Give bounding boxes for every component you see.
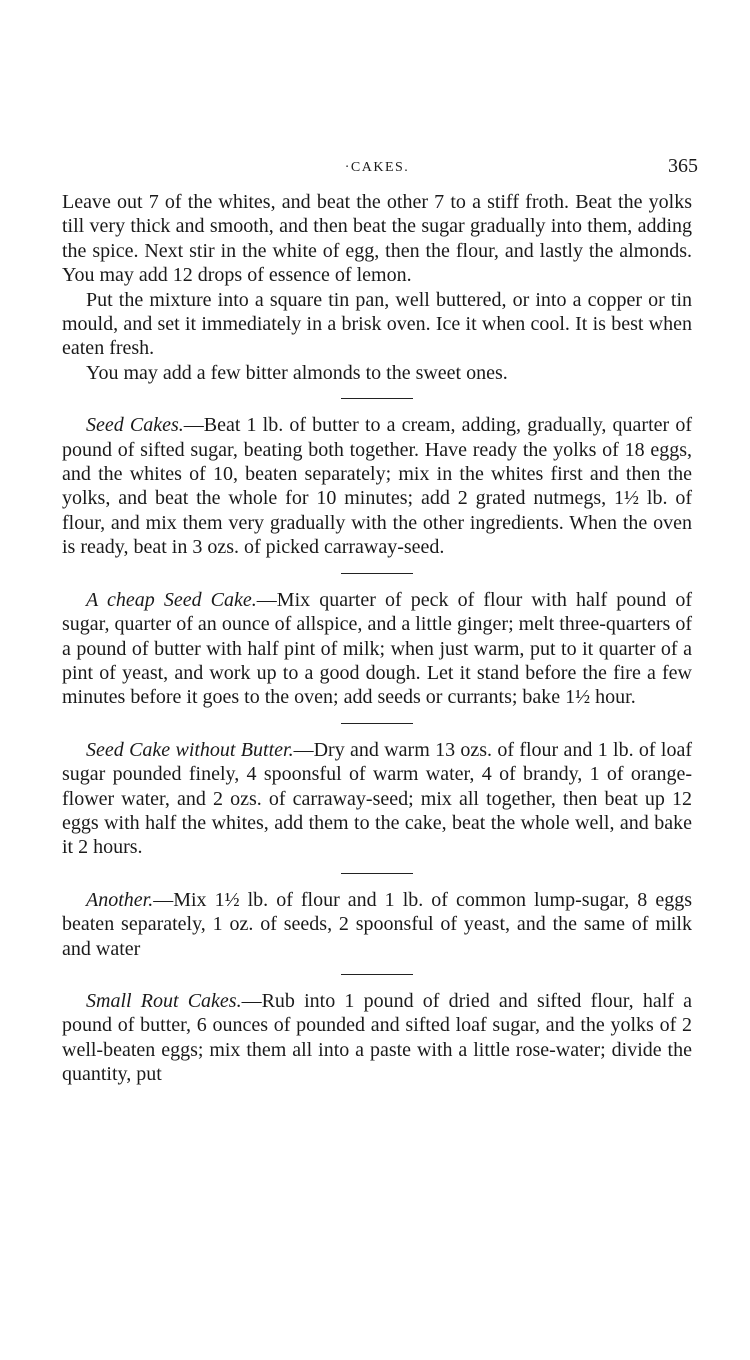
recipe-text: —Rub into 1 pound of dried and sifted flour, half a pound of butter, 6 ounces of pounded and sifted loaf sugar, and the yolks of 2 well-beaten eggs; mix them all into a paste with a little rose-water; divide the quantity, put — [62, 989, 692, 1086]
recipe-seed-cake-without-butter — [62, 738, 692, 860]
running-head — [62, 150, 698, 190]
paragraph-almond-cake-continued — [62, 190, 692, 288]
recipe-text: —Dry and warm 13 ozs. of flour and 1 lb. of loaf sugar pounded finely, 4 spoonsful of warm water, 4 of brandy, 1 of orange-flower water, and 2 ozs. of carraway-seed; mix all together, then beat up 12 eggs with half the whites, add them to the cake, beat the whole well, and bake it 2 hours. — [62, 738, 692, 859]
paragraph-baking-instructions — [62, 288, 692, 361]
recipe-heading: Small Rout Cakes. — [86, 989, 242, 1012]
recipe-text: —Beat 1 lb. of butter to a cream, adding, gradually, quarter of pound of sifted sugar, beating both together. Have ready the yolks of 18 eggs, and the whites of 10, beaten separately; mix in the whites first and then the yolks, and beat the whole for 10 minutes; add 2 grated nutmegs, 1½ lb. of flour, and mix them very gradually with the other ingredients. When the oven is ready, beat in 3 ozs. of picked carraway-seed. — [62, 414, 692, 559]
recipe-seed-cakes — [62, 413, 692, 559]
recipe-small-rout-cakes — [62, 989, 692, 1087]
recipe-heading: A cheap Seed Cake. — [86, 588, 257, 611]
running-title: ·CAKES. — [344, 160, 410, 175]
recipe-heading: Another. — [86, 888, 154, 911]
section-divider — [341, 573, 413, 574]
page-number: 365 — [668, 155, 698, 177]
paragraph-text: Put the mixture into a square tin pan, well buttered, or into a copper or tin mould, and set it immediately in a brisk oven. Ice it when cool. It is best when eaten fresh. — [62, 288, 692, 360]
section-divider — [341, 873, 413, 874]
recipe-cheap-seed-cake — [62, 588, 692, 710]
recipe-text: —Mix 1½ lb. of flour and 1 lb. of common lump-sugar, 8 eggs beaten separately, 1 oz. of seeds, 2 spoonsful of yeast, and the same of milk and water — [62, 888, 692, 960]
paragraph-text: You may add a few bitter almonds to the sweet ones. — [86, 361, 508, 384]
section-divider — [341, 723, 413, 724]
recipe-text: —Mix quarter of peck of flour with half pound of sugar, quarter of an ounce of allspice, and a little ginger; melt three-quarters of a pound of butter with half pint of milk; when just warm, put to it quarter of a pint of yeast, and work up to a good dough. Let it stand before the fire a few minutes before it goes to the oven; add seeds or currants; bake 1½ hour. — [62, 588, 692, 709]
recipe-heading: Seed Cake without Butter. — [86, 738, 294, 761]
paragraph-bitter-almonds-note — [62, 361, 692, 385]
recipe-heading: Seed Cakes. — [86, 414, 184, 437]
section-divider — [341, 974, 413, 975]
book-page — [62, 150, 698, 1087]
section-divider — [341, 398, 413, 399]
recipe-another — [62, 888, 692, 961]
paragraph-text: Leave out 7 of the whites, and beat the other 7 to a stiff froth. Beat the yolks till very thick and smooth, and then beat the sugar gradually into them, adding the spice. Next stir in the white of egg, then the flour, and lastly the almonds. You may add 12 drops of essence of lemon. — [62, 191, 692, 287]
